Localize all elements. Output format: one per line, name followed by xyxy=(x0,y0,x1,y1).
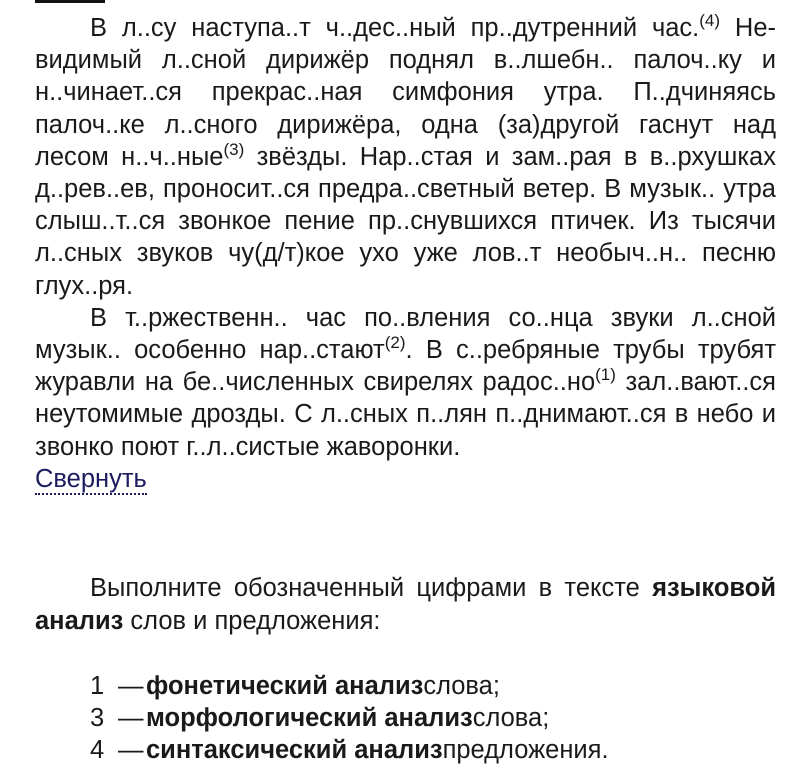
list-item xyxy=(90,670,609,702)
sentence: В т..ржественн.. час по..вления со..нца звуки л..сной музык.. особенно нар..стают xyxy=(35,303,776,365)
item-rest: предложения. xyxy=(442,736,609,764)
sentence: В л..су наступа..т ч..дес..ный пр..дутренний час. xyxy=(90,14,700,42)
task-intro: Выполните обозначенный цифрами в тексте xyxy=(90,574,653,602)
analysis-mark: (3) xyxy=(223,139,245,159)
sentence: зал..вают..ся неутомимые дрозды. С л..сных п..лян п..днимают..ся в небо и звонко поют г..л..систые жаворонки. xyxy=(35,368,776,461)
exercise-text xyxy=(35,12,776,495)
analysis-list xyxy=(90,670,609,766)
item-rest: слова; xyxy=(423,672,500,700)
sentence: Невидимый л..сной дирижёр поднял в..лшебн.. палоч..ку и н..чинает..ся прекрас..ная симфония утра. П..дчиняясь палоч..ке л..сного дирижёра, одна (за)другой гаснут над лесом н..ч..ные xyxy=(35,14,776,171)
item-rest: слова; xyxy=(472,704,550,732)
list-item xyxy=(90,702,609,734)
item-dash: — xyxy=(118,672,144,700)
top-divider-bar xyxy=(35,0,105,3)
item-number: 1 xyxy=(90,672,105,700)
item-number: 4 xyxy=(90,736,105,764)
task-intro-bold: языковой анализ xyxy=(35,574,776,635)
paragraph-1 xyxy=(35,12,776,302)
paragraph-2 xyxy=(35,302,776,463)
item-type: морфологический анализ xyxy=(146,704,473,732)
analysis-mark: (2) xyxy=(384,333,406,353)
item-type: фонетический анализ xyxy=(146,672,424,700)
item-number: 3 xyxy=(90,704,105,732)
analysis-mark: (1) xyxy=(595,365,616,385)
task-instruction xyxy=(35,572,776,638)
task-intro-end: слов и предложения: xyxy=(123,607,381,635)
analysis-mark: (4) xyxy=(699,11,721,30)
item-type: синтаксический анализ xyxy=(146,736,443,764)
collapse-link[interactable]: Свернуть xyxy=(35,464,147,493)
item-dash: — xyxy=(118,736,144,764)
sentence: звёзды. Нар..стая и зам..рая в в..рхушках д..рев..ев, проносит..ся предра..светный ветер. В музык.. утра слыш..т..ся звонкое пение пр..снувшихся птичек. Из тысячи л..сных звуков чу(д/т)кое ухо уже лов..т необыч..н.. песню глух..ря. xyxy=(35,142,776,300)
list-item xyxy=(90,734,609,766)
sentence: . В с..ребряные трубы трубят журавли на бе..численных свирелях радос..но xyxy=(35,336,776,397)
item-dash: — xyxy=(118,704,144,732)
